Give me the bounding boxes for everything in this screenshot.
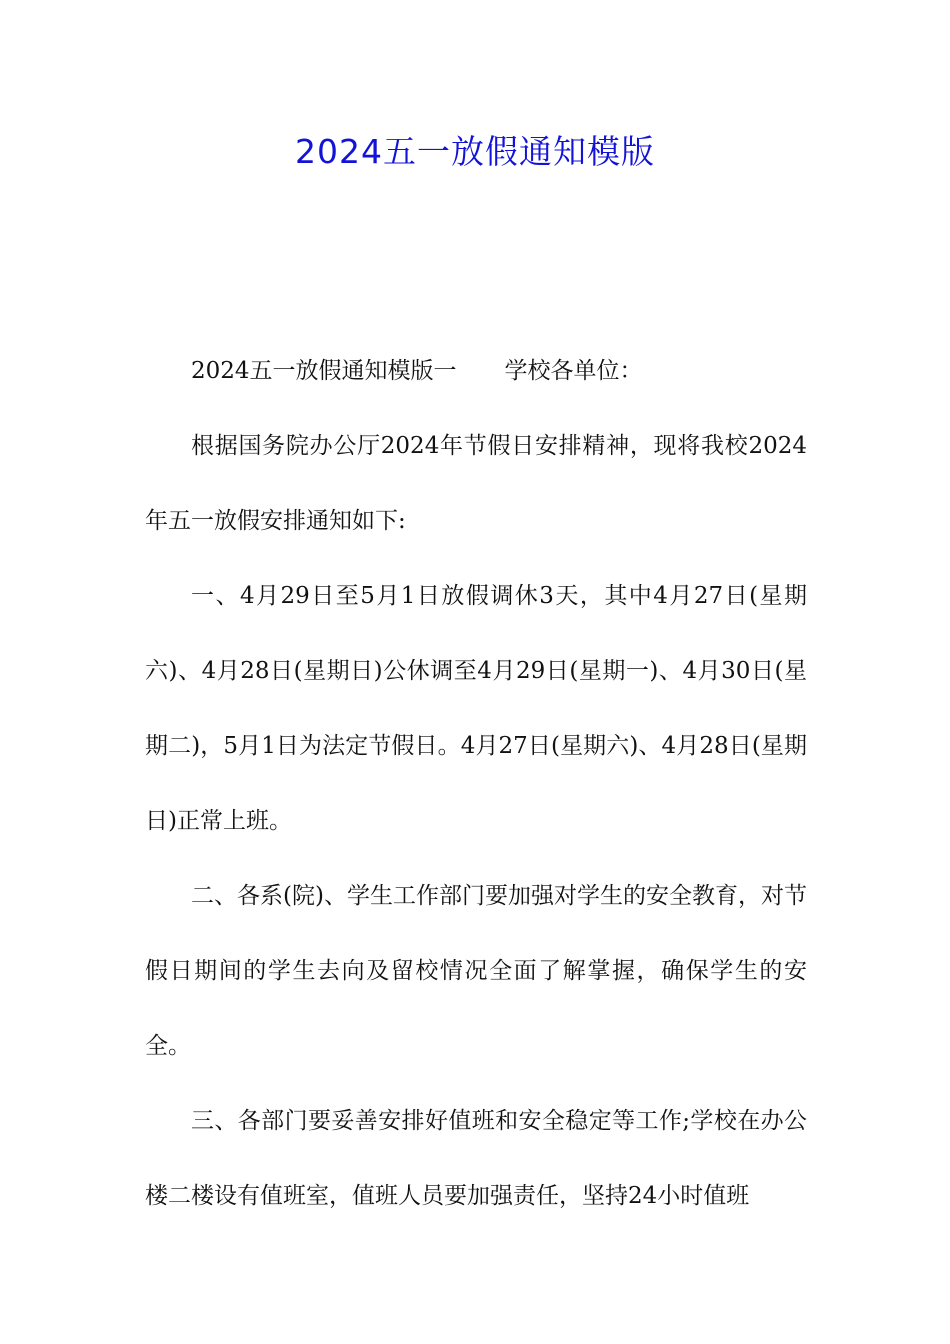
paragraph-intro: 根据国务院办公厅2024年节假日安排精神，现将我校2024年五一放假安排通知如下:: [145, 433, 807, 534]
paragraph-item-1: 一、4月29日至5月1日放假调休3天，其中4月27日(星期六)、4月28日(星期日)公休调至4月29日(星期一)、4月30日(星期二)，5月1日为法定节假日。4月27日(星期六)、4月28日(星期日)正常上班。: [145, 583, 807, 834]
paragraph-item-3: 三、各部门要妥善安排好值班和安全稳定等工作;学校在办公楼二楼设有值班室，值班人员要加强责任，坚持24小时值班: [145, 1108, 807, 1209]
greeting-line: [145, 334, 807, 409]
template-name: 2024五一放假通知模版一: [191, 358, 457, 384]
document-body: [145, 334, 807, 1234]
document-title: 2024五一放假通知模版: [295, 132, 655, 171]
paragraph-item-2: 二、各系(院)、学生工作部门要加强对学生的安全教育，对节假日期间的学生去向及留校情况全面了解掌握，确保学生的安全。: [145, 883, 807, 1059]
addressee: 学校各单位：: [504, 358, 643, 384]
